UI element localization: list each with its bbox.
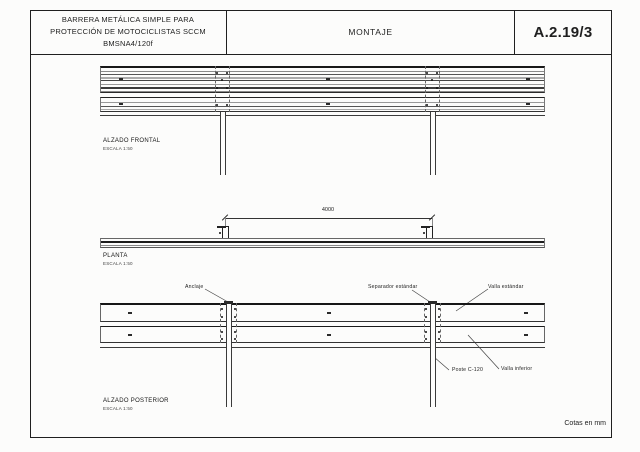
- units-note: Cotas en mm: [564, 420, 606, 427]
- dimension-text: 4000: [321, 207, 335, 213]
- bolt: [426, 72, 428, 74]
- bolt-mark: [128, 312, 132, 314]
- planta-view-label: [103, 252, 133, 268]
- frontal-ground-hatch: [100, 115, 545, 130]
- splice-line: [229, 66, 230, 112]
- spacer-line: [236, 303, 237, 343]
- posterior-post-left: [226, 303, 232, 407]
- bolt: [436, 72, 438, 74]
- view-scale: ESCALA 1:50: [103, 406, 133, 411]
- view-title: ALZADO POSTERIOR: [103, 398, 169, 404]
- bolt: [234, 338, 236, 340]
- bolt: [226, 87, 228, 89]
- bolt-mark: [119, 103, 123, 105]
- bolt: [438, 331, 440, 333]
- project-title-line1: BARRERA METÁLICA SIMPLE PARA: [61, 15, 195, 24]
- planta-rail: [100, 238, 545, 248]
- bolt: [216, 87, 218, 89]
- view-alzado-frontal: [100, 66, 545, 178]
- bolt-mark: [327, 334, 331, 336]
- callout-anclaje: Anclaje: [185, 284, 204, 290]
- bolt: [426, 87, 428, 89]
- drawing-title: MONTAJE: [348, 27, 393, 37]
- bolt: [423, 232, 425, 234]
- bolt: [216, 72, 218, 74]
- rail-profile-line: [101, 77, 544, 79]
- rail-profile-line: [101, 80, 544, 81]
- sheet-code: A.2.19/3: [533, 23, 593, 41]
- frontal-lower-rail: [100, 97, 545, 112]
- dimension-line: [225, 218, 432, 219]
- bolt: [426, 104, 428, 106]
- bolt-mark: [326, 78, 330, 80]
- rail-profile-line: [101, 102, 544, 103]
- frontal-post-left: [220, 112, 226, 175]
- bolt: [221, 331, 223, 333]
- bolt: [425, 308, 427, 310]
- splice-line: [439, 66, 440, 112]
- frontal-upper-rail: [100, 66, 545, 93]
- bolt: [436, 87, 438, 89]
- anchor-plate: [428, 301, 437, 304]
- bolt: [221, 308, 223, 310]
- bolt: [438, 308, 440, 310]
- title-block-project: [30, 10, 227, 55]
- bolt: [425, 331, 427, 333]
- bolt-mark: [526, 103, 530, 105]
- posterior-ground-hatch: [100, 347, 545, 362]
- view-title: ALZADO FRONTAL: [103, 138, 161, 144]
- title-block-drawing-title: [227, 10, 515, 55]
- bolt: [219, 232, 221, 234]
- bolt-mark: [524, 312, 528, 314]
- bolt-mark: [128, 334, 132, 336]
- posterior-post-right: [430, 303, 436, 407]
- rail-profile-line: [101, 245, 544, 246]
- bolt: [221, 338, 223, 340]
- view-alzado-posterior: [100, 283, 545, 415]
- title-block-sheet-code: [515, 10, 611, 55]
- callout-separador: Separador estándar: [368, 284, 418, 290]
- bolt-mark: [526, 78, 530, 80]
- bolt: [425, 316, 427, 318]
- view-scale: ESCALA 1:50: [103, 261, 133, 266]
- callout-poste: Poste C-120: [452, 367, 484, 373]
- rail-profile-line: [101, 109, 544, 110]
- callout-valla-inferior: Valla inferior: [501, 366, 533, 372]
- project-title-line3: BMSNA4/120f: [103, 39, 153, 48]
- rail-profile-line: [101, 91, 544, 92]
- view-title: PLANTA: [103, 253, 128, 259]
- frontal-post-right: [430, 112, 436, 175]
- bolt-mark: [524, 334, 528, 336]
- anchor-plate: [224, 301, 233, 304]
- bolt: [436, 104, 438, 106]
- frontal-view-label: [103, 137, 160, 153]
- bolt: [438, 316, 440, 318]
- posterior-lower-rail: [100, 326, 545, 343]
- post-flange: [421, 226, 430, 228]
- bolt: [438, 338, 440, 340]
- bolt: [234, 308, 236, 310]
- bolt-mark: [327, 312, 331, 314]
- posterior-upper-rail: [100, 303, 545, 322]
- view-planta: [100, 205, 545, 267]
- bolt: [226, 104, 228, 106]
- bolt: [234, 316, 236, 318]
- bolt: [425, 338, 427, 340]
- bolt: [431, 79, 433, 81]
- bolt: [216, 104, 218, 106]
- rail-profile-line: [101, 87, 544, 89]
- project-title-line2: PROTECCIÓN DE MOTOCICLISTAS SCCM: [50, 27, 206, 36]
- callout-valla-estandar: Valla estándar: [488, 284, 524, 290]
- bolt: [234, 331, 236, 333]
- bolt: [226, 72, 228, 74]
- posterior-view-label: [103, 397, 169, 413]
- rail-profile-line: [101, 84, 544, 85]
- bolt-mark: [119, 78, 123, 80]
- view-scale: ESCALA 1:50: [103, 146, 133, 151]
- bolt: [221, 316, 223, 318]
- bolt: [221, 79, 223, 81]
- post-flange: [217, 226, 226, 228]
- rail-profile-line: [101, 74, 544, 75]
- rail-profile-line: [101, 71, 544, 72]
- rail-profile-line: [101, 241, 544, 243]
- spacer-line: [440, 303, 441, 343]
- bolt-mark: [326, 103, 330, 105]
- rail-profile-line: [101, 106, 544, 107]
